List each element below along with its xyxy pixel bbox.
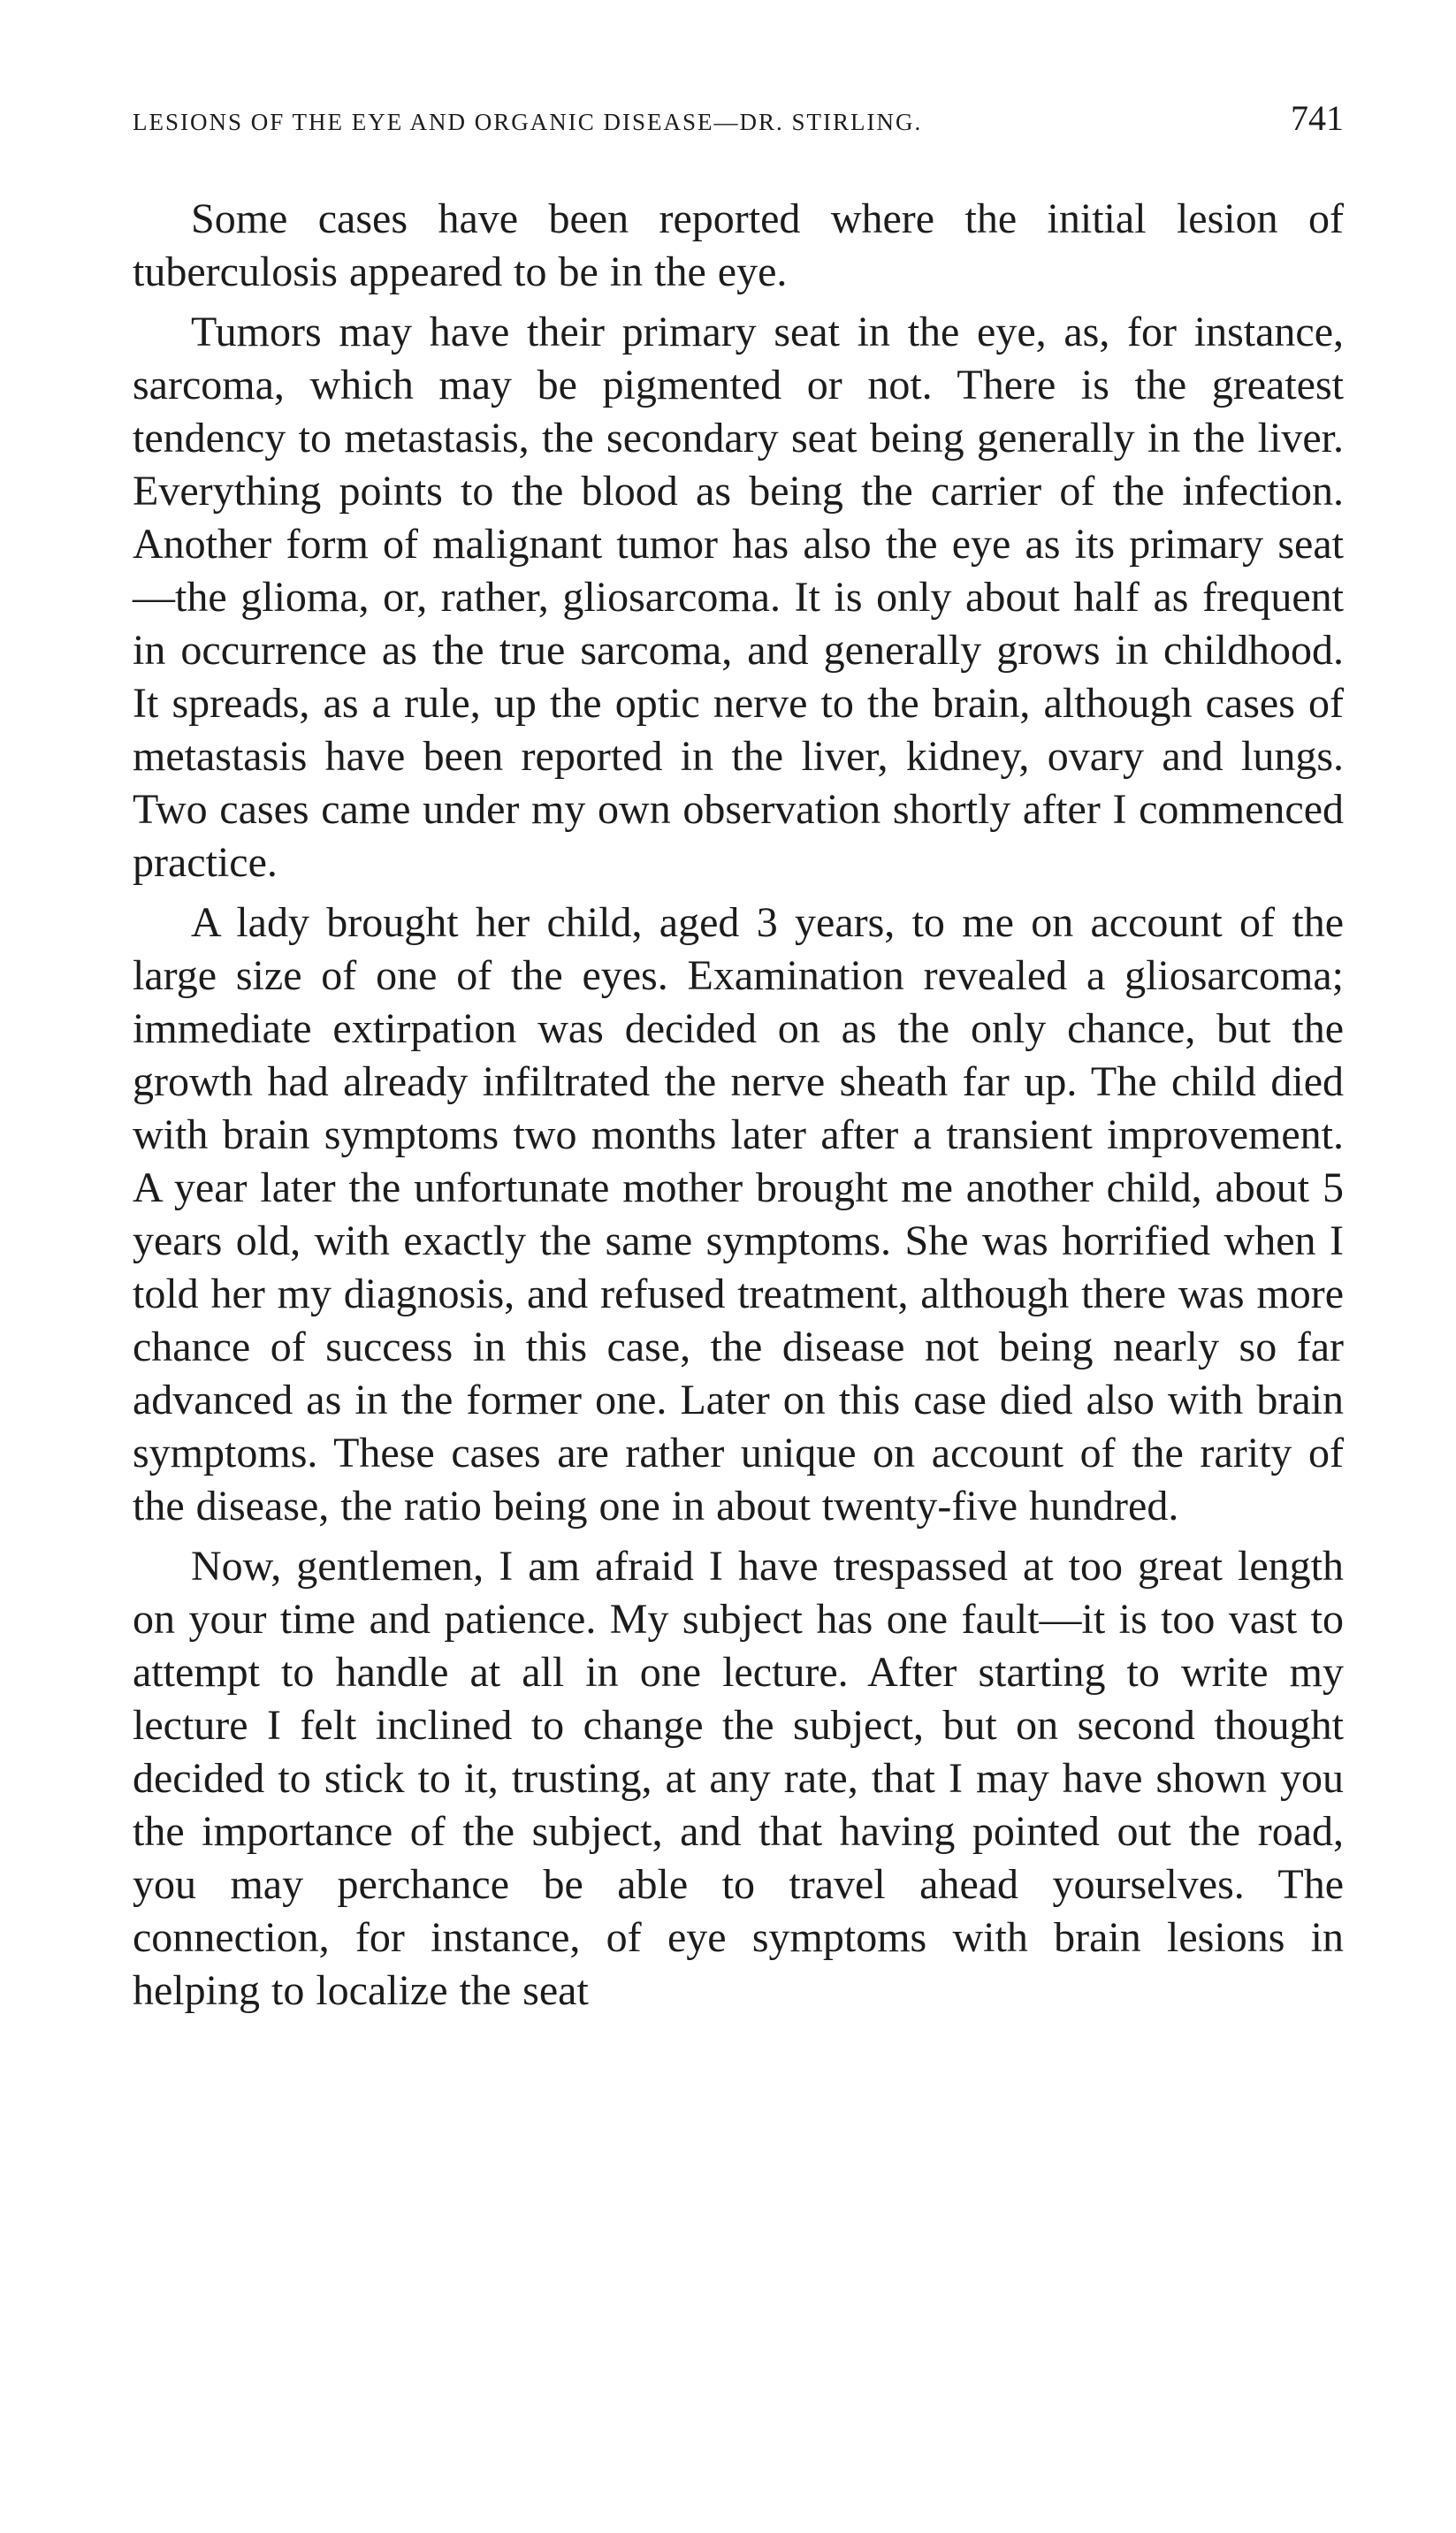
paragraph-tuberculosis: Some cases have been reported where the initial lesion of tuberculosis appeared to be in the eye.: [133, 195, 1344, 295]
document-page: [133, 97, 1344, 2484]
running-head-title: LESIONS OF THE EYE AND ORGANIC DISEASE—DR. STIRLING.: [133, 109, 923, 135]
paragraph-tumors: Tumors may have their primary seat in the eye, as, for instance, sarcoma, which may be pigmented or not. There is the greatest tendency to metastasis, the secondary seat being generally in the liver. Everything points to the blood as being the carrier of the infection. Another form of malignant tumor has also the eye as its primary seat—the glioma, or, rather, gliosarcoma. It is only about half as frequent in occurrence as the true sarcoma, and generally grows in childhood. It spreads, as a rule, up the optic nerve to the brain, although cases of metastasis have been reported in the liver, kidney, ovary and lungs. Two cases came under my own observation shortly after I commenced practice.: [133, 309, 1344, 886]
paragraph-closing: Now, gentlemen, I am afraid I have trespassed at too great length on your time and patience. My subject has one fault—it is too vast to attempt to handle at all in one lecture. After starting to write my lecture I felt inclined to change the subject, but on second thought decided to stick to it, trusting, at any rate, that I may have shown you the importance of the subject, and that having pointed out the road, you may perchance be able to travel ahead yourselves. The connection, for instance, of eye symptoms with brain lesions in helping to localize the seat: [133, 1543, 1344, 2014]
paragraph-case-report: A lady brought her child, aged 3 years, to me on account of the large size of one of the eyes. Examination revealed a gliosarcoma; immediate extirpation was decided on as the only chance, but the growth had already infiltrated the nerve sheath far up. The child died with brain symptoms two months later after a transient improvement. A year later the unfortunate mother brought me another child, about 5 years old, with exactly the same symptoms. She was horrified when I told her my diagnosis, and refused treatment, although there was more chance of success in this case, the disease not being nearly so far advanced as in the former one. Later on this case died also with brain symptoms. These cases are rather unique on account of the rarity of the disease, the ratio being one in about twenty-five hundred.: [133, 899, 1344, 1530]
running-head: [133, 97, 1344, 159]
page-number: 741: [1291, 98, 1344, 138]
